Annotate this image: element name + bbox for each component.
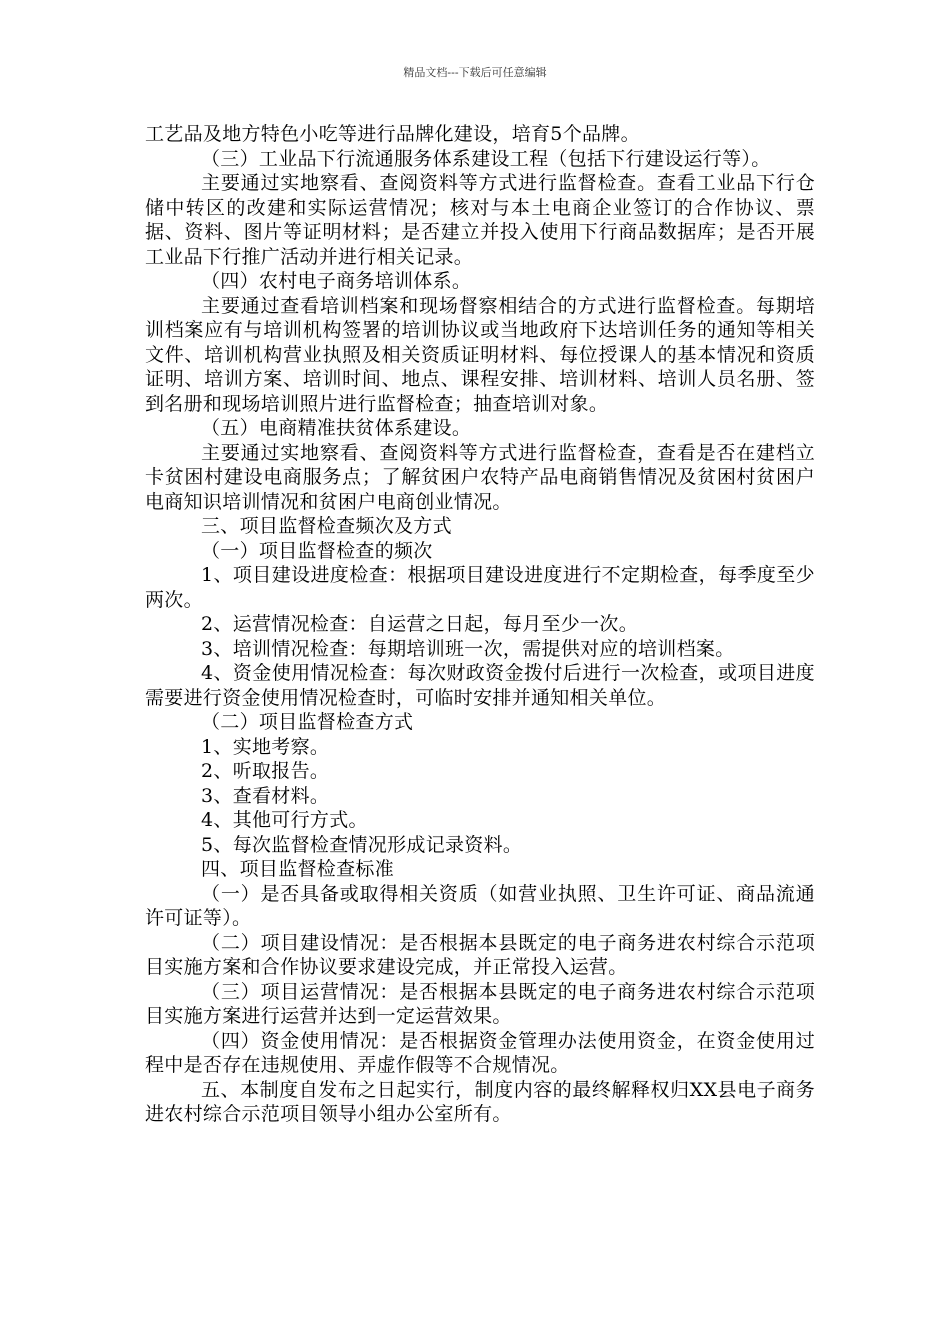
standard-4: （四）资金使用情况：是否根据资金管理办法使用资金，在资金使用过程中是否存在违规使用、弄虚作假等不合规情况。 <box>145 1029 815 1076</box>
subheading-frequency: （一）项目监督检查的频次 <box>201 539 433 562</box>
list-item-method-5: 5、每次监督检查情况形成记录资料。 <box>201 833 523 856</box>
list-item-method-3: 3、查看材料。 <box>201 784 330 807</box>
list-item-frequency-2: 2、运营情况检查：自运营之日起，每月至少一次。 <box>201 613 638 635</box>
section-4-heading: 四、项目监督检查标准 <box>201 858 395 880</box>
paragraph-1: 工艺品及地方特色小吃等进行品牌化建设，培育5个品牌。 <box>145 123 640 145</box>
list-item-frequency-3: 3、培训情况检查：每期培训班一次，需提供对应的培训档案。 <box>201 637 735 660</box>
paragraph-industrial-goods: 主要通过实地察看、查阅资料等方式进行监督检查。查看工业品下行仓储中转区的改建和实际运营情况；核对与本土电商企业签订的合作协议、票据、资料、图片等证明材料；是否建立并投入使用下行商品数据库；是否开展工业品下行推广活动并进行相关记录。 <box>145 172 815 268</box>
list-item-method-4: 4、其他可行方式。 <box>201 809 368 831</box>
subheading-methods: （二）项目监督检查方式 <box>201 711 414 733</box>
list-item-frequency-1: 1、项目建设进度检查：根据项目建设进度进行不定期检查，每季度至少两次。 <box>145 564 815 611</box>
paragraph-poverty-alleviation: 主要通过实地察看、查阅资料等方式进行监督检查，查看是否在建档立卡贫困村建设电商服务点；了解贫困户农特产品电商销售情况及贫困村贫困户电商知识培训情况和贫困户电商创业情况。 <box>145 441 815 513</box>
section-3-heading: 三、项目监督检查频次及方式 <box>201 515 452 537</box>
standard-3: （三）项目运营情况：是否根据本县既定的电子商务进农村综合示范项目实施方案进行运营并达到一定运营效果。 <box>145 980 815 1027</box>
page-header: 精品文档---下载后可任意编辑 <box>403 66 547 79</box>
section-5-paragraph: 五、本制度自发布之日起实行，制度内容的最终解释权归XX县电子商务进农村综合示范项目领导小组办公室所有。 <box>145 1078 815 1125</box>
heading-training-system: （四）农村电子商务培训体系。 <box>201 270 472 292</box>
heading-poverty-alleviation: （五）电商精准扶贫体系建设。 <box>201 417 472 439</box>
paragraph-training-system: 主要通过查看培训档案和现场督察相结合的方式进行监督检查。每期培训档案应有与培训机构签署的培训协议或当地政府下达培训任务的通知等相关文件、培训机构营业执照及相关资质证明材料、每位授课人的基本情况和资质证明、培训方案、培训时间、地点、课程安排、培训材料、培训人员名册、签到名册和现场培训照片进行监督检查；抽查培训对象。 <box>145 294 815 415</box>
standard-1: （一）是否具备或取得相关资质（如营业执照、卫生许可证、商品流通许可证等）。 <box>145 882 815 929</box>
standard-2: （二）项目建设情况：是否根据本县既定的电子商务进农村综合示范项目实施方案和合作协议要求建设完成，并正常投入运营。 <box>145 931 815 978</box>
heading-industrial-goods: （三）工业品下行流通服务体系建设工程（包括下行建设运行等）。 <box>201 147 771 170</box>
list-item-method-1: 1、实地考察。 <box>201 735 330 758</box>
list-item-method-2: 2、听取报告。 <box>201 760 330 782</box>
document-body <box>145 122 815 1127</box>
list-item-frequency-4: 4、资金使用情况检查：每次财政资金拨付后进行一次检查，或项目进度需要进行资金使用情况检查时，可临时安排并通知相关单位。 <box>145 662 815 709</box>
